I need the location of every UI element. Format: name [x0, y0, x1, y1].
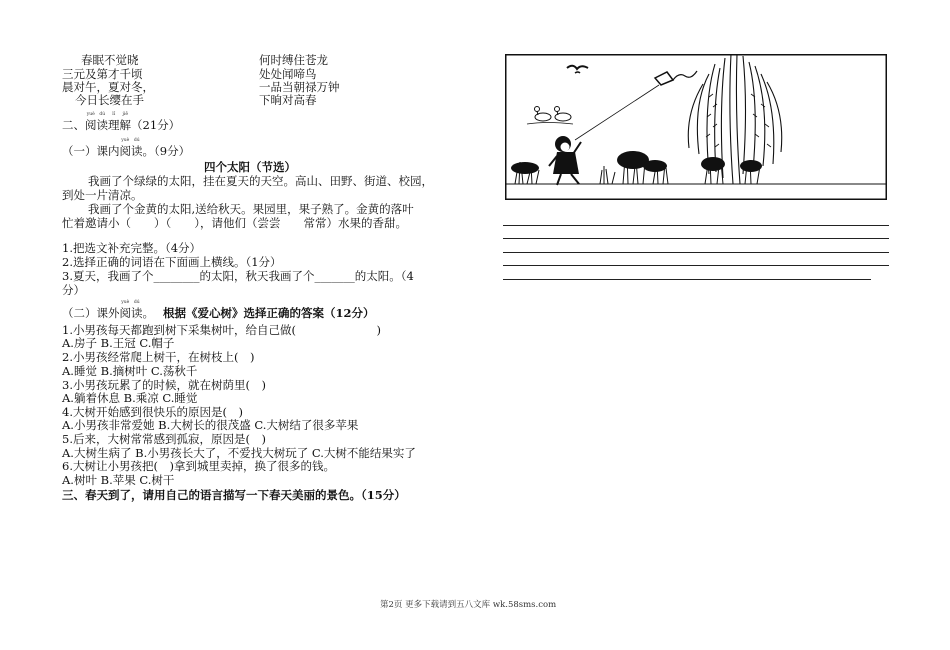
char: 读: [131, 306, 143, 320]
passage-line: 忙着邀请小（ ）（ ），请他们（尝尝 常常）水果的香甜。: [62, 216, 407, 230]
pinyin: yuè: [121, 138, 130, 143]
section-2-heading: [62, 112, 181, 132]
part-2-heading: [62, 300, 375, 320]
passage-line: 到处一片清凉。: [62, 188, 143, 202]
section-2-prefix: 二、: [62, 118, 85, 132]
ruby-du: [131, 138, 143, 158]
section-3-heading: 三、春天到了，请用自己的语言描写一下春天美丽的景色。（15分）: [62, 488, 406, 502]
pinyin: lǐ: [112, 112, 116, 117]
part-2-title: 根据《爱心树》选择正确的答案（12分）: [163, 306, 375, 320]
poem-right-1: 何时缚住苍龙: [259, 53, 328, 67]
kite-illustration: [505, 54, 887, 200]
mc-question: 4.大树开始感到很快乐的原因是( ): [62, 405, 243, 419]
poem-left-2: 三元及第才千顷: [62, 67, 143, 81]
section-2-score: （21分）: [131, 118, 181, 132]
mc-question: 3.小男孩玩累了的时候，就在树荫里( ): [62, 378, 266, 392]
ruby-du: [131, 300, 143, 320]
ruby-du: [96, 112, 109, 132]
mc-options: A.大树生病了 B.小男孩长大了，不爱找大树玩了 C.大树不能结果实了: [62, 446, 416, 460]
mc-options: A.睡觉 B.摘树叶 C.荡秋千: [62, 364, 198, 378]
poem-right-4: 下晌对高春: [259, 93, 317, 107]
answer-line[interactable]: [503, 265, 889, 266]
char: 阅: [85, 118, 97, 132]
char: 阅: [119, 144, 131, 158]
part-2-middle: 。: [142, 306, 154, 320]
pinyin: jiě: [122, 112, 128, 117]
passage-title: 四个太阳（节选）: [204, 160, 296, 174]
mc-question: 5.后来，大树常常感到孤寂，原因是( ): [62, 432, 266, 446]
poem-left-4: 今日长缨在手: [75, 93, 144, 107]
page-footer: 第2页 更多下载请到五八文库 wk.58sms.com: [380, 600, 557, 610]
ruby-li: [108, 112, 120, 132]
question-1: 1.把选文补充完整。（4分）: [62, 241, 202, 255]
passage-line: 我画了个绿绿的太阳，挂在夏天的天空。高山、田野、街道、校园，: [88, 174, 433, 188]
poem-left-3: 晨对午，夏对冬，: [62, 80, 154, 94]
answer-line[interactable]: [503, 252, 889, 253]
mc-options: A.躺着休息 B.乘凉 C.睡觉: [62, 391, 198, 405]
pinyin: yuè: [86, 112, 95, 117]
question-2: 2.选择正确的词语在下面画上横线。（1分）: [62, 255, 282, 269]
ruby-jie: [119, 112, 132, 132]
answer-line[interactable]: [503, 225, 889, 226]
illustration-border: [506, 55, 887, 200]
mc-question: 1.小男孩每天都跑到树下采集树叶，给自己做( ): [62, 323, 381, 337]
passage-line: 我画了个金黄的太阳,送给秋天。果园里，果子熟了。金黄的落叶: [88, 202, 414, 216]
question-3-cont: 分）: [62, 283, 85, 297]
char: 解: [119, 118, 131, 132]
ruby-yue: [85, 112, 97, 132]
answer-line[interactable]: [503, 238, 889, 239]
answer-line[interactable]: [503, 279, 871, 280]
part-2-prefix: （二）课外: [62, 306, 120, 320]
question-3: 3.夏天，我画了个________的太阳，秋天我画了个_______的太阳。（4: [62, 269, 414, 283]
char: 读: [131, 144, 143, 158]
mc-options: A.树叶 B.苹果 C.树干: [62, 473, 175, 487]
ruby-yue: [119, 138, 132, 158]
mc-question: 2.小男孩经常爬上树干，在树枝上( ): [62, 350, 255, 364]
part-1-prefix: （一）课内: [62, 144, 120, 158]
poem-right-2: 处处闻啼鸟: [259, 67, 317, 81]
pinyin: dú: [99, 112, 106, 117]
mc-options: A.小男孩非常爱她 B.大树长的很茂盛 C.大树结了很多苹果: [62, 418, 359, 432]
ruby-yue: [119, 300, 132, 320]
mc-options: A.房子 B.王冠 C.帽子: [62, 336, 175, 350]
poem-right-3: 一品当朝禄万钟: [259, 80, 340, 94]
part-1-suffix: 。（9分）: [142, 144, 191, 158]
char: 阅: [119, 306, 131, 320]
char: 读: [96, 118, 108, 132]
pinyin: yuè: [121, 300, 130, 305]
char: 理: [108, 118, 120, 132]
poem-left-1: 春眠不觉晓: [81, 53, 139, 67]
mc-question: 6.大树让小男孩把( )拿到城里卖掉，换了很多的钱。: [62, 459, 335, 473]
pinyin: dú: [133, 138, 140, 143]
pinyin: dú: [133, 300, 140, 305]
part-1-heading: [62, 138, 191, 158]
